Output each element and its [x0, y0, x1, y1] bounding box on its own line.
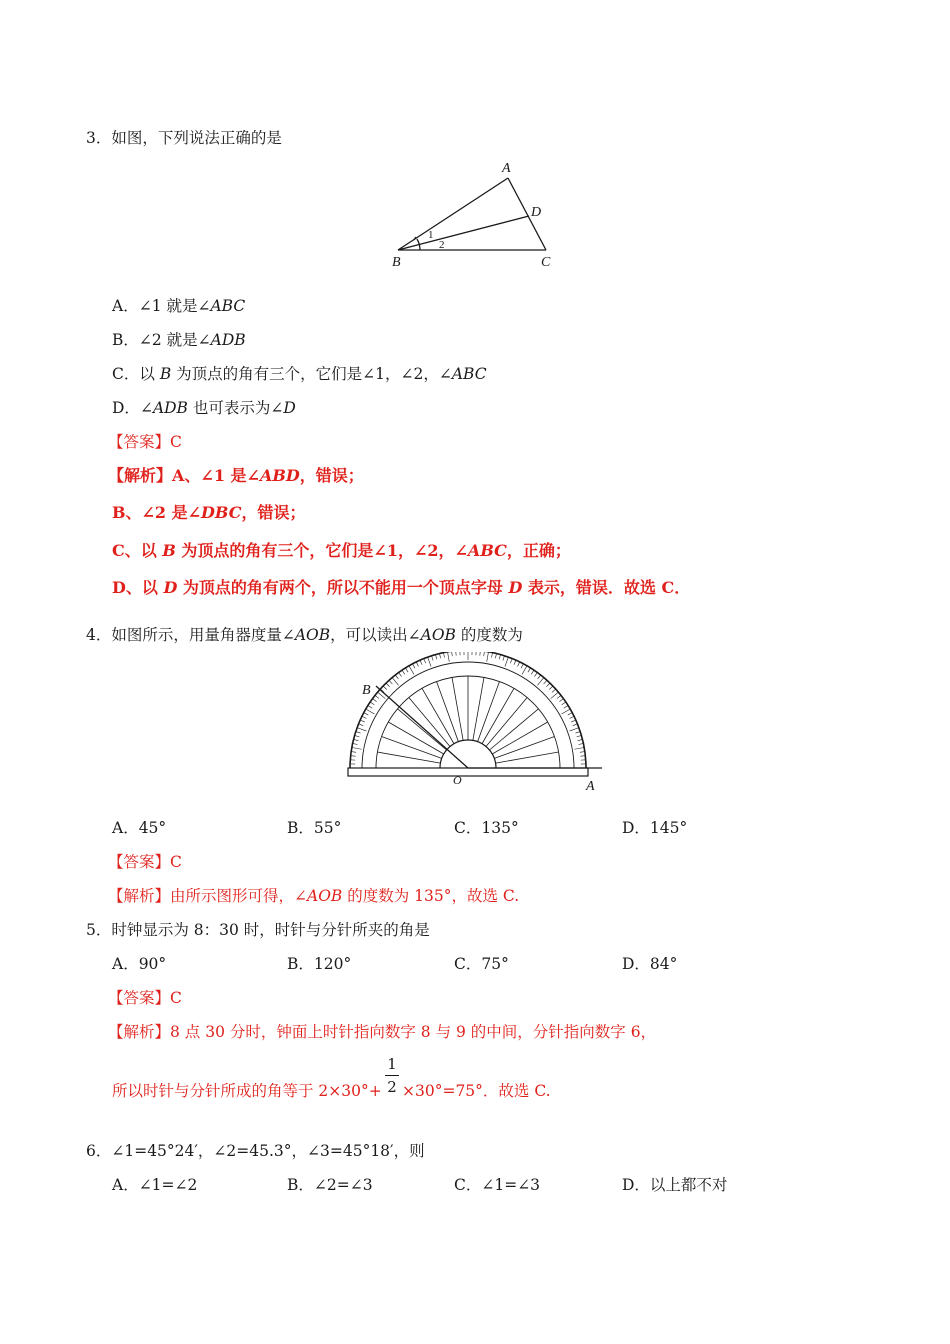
q3-option-c[interactable]: C．以 B 为顶点的角有三个，它们是∠1，∠2，∠ABC	[112, 365, 487, 383]
protractor-ray	[496, 752, 559, 763]
protractor-tick	[544, 680, 547, 684]
q3-option-b[interactable]: B．∠2 就是∠ADB	[112, 331, 246, 349]
q5-option-d[interactable]: D．84°	[622, 955, 678, 973]
q6-option-c[interactable]: C．∠1=∠3	[454, 1176, 541, 1194]
protractor-tick	[354, 739, 359, 740]
protractor-tick	[580, 752, 585, 753]
protractor-tick	[538, 675, 541, 679]
fraction-denominator: 2	[387, 1078, 397, 1096]
q4-options	[112, 818, 812, 838]
protractor-tick	[395, 675, 398, 679]
protractor-tick	[452, 652, 453, 656]
q3-answer: 【答案】C	[108, 433, 182, 451]
protractor-tick	[491, 653, 492, 658]
protractor-tick	[373, 699, 377, 702]
protractor-tick	[435, 655, 436, 660]
q3-stem: 3．如图，下列说法正确的是	[86, 129, 282, 147]
protractor-ray	[489, 709, 538, 750]
protractor-tick	[495, 654, 496, 659]
q3-option-d[interactable]: D．∠ADB 也可表示为∠D	[112, 399, 296, 417]
protractor-ray	[452, 677, 463, 740]
protractor-tick	[534, 673, 537, 677]
q4-option-b[interactable]: B．55°	[287, 819, 342, 837]
protractor-tick	[499, 655, 500, 660]
q5-option-a[interactable]: A．90°	[112, 955, 167, 973]
protractor-tick	[574, 748, 584, 750]
q4-analysis: 【解析】由所示图形可得，∠AOB 的度数为 135°，故选 C.	[108, 887, 520, 905]
protractor-tick	[551, 692, 559, 698]
protractor-tick	[362, 716, 366, 718]
q5-analysis-line-2-post: ×30°=75°．故选 C.	[402, 1082, 551, 1100]
protractor-ray	[377, 752, 440, 763]
q4-protractor-figure	[340, 652, 608, 794]
protractor-tick	[383, 686, 387, 689]
protractor-tick	[448, 652, 450, 662]
protractor-tick	[392, 678, 398, 686]
q5-analysis-line-2-pre: 所以时针与分针所成的角等于 2×30°+	[112, 1082, 382, 1100]
protractor-tick	[370, 702, 374, 705]
protractor-tick	[571, 720, 576, 722]
protractor-tick	[522, 666, 527, 675]
label-angle-2: 2	[439, 239, 445, 251]
protractor-tick	[439, 654, 440, 659]
protractor-tick	[420, 660, 422, 665]
protractor-tick	[368, 705, 372, 708]
protractor-tick	[579, 743, 584, 744]
protractor-tick	[578, 739, 583, 740]
q3-analysis-line-2: B、∠2 是∠DBC，错误；	[112, 503, 306, 522]
protractor-tick	[487, 652, 489, 662]
q6-options	[112, 1175, 812, 1195]
protractor-tick	[514, 660, 516, 665]
protractor-tick	[564, 705, 568, 708]
label-angle-1: 1	[428, 229, 434, 241]
q4-option-a[interactable]: A．45°	[112, 819, 167, 837]
q3-option-a[interactable]: A．∠1 就是∠ABC	[112, 297, 246, 315]
q6-stem: 6．∠1=45°24′，∠2=45.3°，∠3=45°18′，则	[86, 1142, 425, 1160]
q5-options	[112, 954, 812, 974]
protractor-tick	[360, 720, 365, 722]
protractor-tick	[562, 702, 566, 705]
protractor-tick	[443, 653, 444, 658]
q5-answer: 【答案】C	[108, 989, 182, 1007]
protractor-tick	[505, 657, 508, 666]
segment-bd	[398, 216, 529, 250]
protractor-tick	[389, 680, 392, 684]
q6-option-a[interactable]: A．∠1=∠2	[112, 1176, 198, 1194]
protractor-tick	[528, 668, 531, 672]
protractor-tick	[577, 735, 582, 736]
protractor-tick	[355, 735, 360, 736]
protractor-tick	[353, 743, 358, 744]
protractor-ray	[409, 698, 450, 747]
protractor-tick	[484, 652, 485, 656]
ray-ob	[376, 686, 468, 768]
protractor-tick	[351, 752, 356, 753]
label-c: C	[541, 255, 551, 270]
q4-answer: 【答案】C	[108, 853, 182, 871]
protractor-tick	[552, 689, 556, 692]
protractor-tick	[575, 732, 580, 734]
protractor-tick	[359, 724, 364, 726]
protractor-tick	[559, 699, 563, 702]
q6-option-d[interactable]: D．以上都不对	[622, 1176, 728, 1194]
q5-option-c[interactable]: C．75°	[454, 955, 509, 973]
protractor-tick	[405, 668, 408, 672]
protractor-tick	[537, 678, 543, 686]
protractor-tick	[546, 683, 549, 687]
q3-analysis-line-1: 【解析】A、∠1 是∠ABD，错误；	[108, 466, 364, 485]
protractor-tick	[568, 713, 572, 715]
label-a: A	[586, 779, 595, 794]
protractor-tick	[562, 709, 571, 714]
protractor-tick	[480, 652, 481, 656]
protractor-tick	[375, 695, 379, 698]
label-a: A	[502, 161, 511, 176]
q5-analysis-line-1: 【解析】8 点 30 分时，钟面上时针指向数字 8 与 9 的中间，分针指向数字 6，	[108, 1023, 657, 1041]
protractor-tick	[549, 686, 553, 689]
protractor-tick	[518, 662, 520, 666]
q3-triangle-figure	[388, 156, 568, 272]
label-o: O	[453, 773, 462, 787]
protractor-tick	[510, 659, 512, 664]
protractor-tick	[570, 716, 574, 718]
q5-fraction	[384, 1054, 400, 1097]
protractor-base	[348, 768, 588, 776]
protractor-tick	[557, 695, 561, 698]
q4-stem: 4．如图所示，用量角器度量∠AOB，可以读出∠AOB 的度数为	[86, 626, 523, 644]
label-d: D	[531, 205, 542, 220]
protractor-tick	[503, 656, 505, 661]
protractor-tick	[364, 713, 368, 715]
protractor-tick	[352, 748, 362, 750]
q5-stem: 5．时钟显示为 8：30 时，时针与分针所夹的角是	[86, 921, 430, 939]
protractor-tick	[531, 670, 534, 674]
q4-option-c[interactable]: C．135°	[454, 819, 519, 837]
protractor-tick	[399, 673, 402, 677]
q3-analysis-line-3: C、以 B 为顶点的角有三个，它们是∠1，∠2，∠ABC，正确；	[112, 541, 571, 560]
label-b: B	[362, 683, 371, 698]
protractor-tick	[424, 659, 426, 664]
protractor-ray	[473, 677, 484, 740]
fraction-numerator: 1	[387, 1055, 397, 1073]
protractor-tick	[386, 683, 389, 687]
q3-analysis-line-4: D、以 D 为顶点的角有两个，所以不能用一个顶点字母 D 表示，错误．故选 C．	[112, 578, 691, 597]
protractor-tick	[569, 728, 578, 731]
protractor-tick	[366, 709, 375, 714]
protractor-tick	[356, 732, 361, 734]
label-b: B	[392, 255, 401, 270]
protractor-ray	[486, 698, 527, 747]
protractor-tick	[409, 666, 414, 675]
q5-option-b[interactable]: B．120°	[287, 955, 352, 973]
protractor-tick	[402, 670, 405, 674]
protractor-tick	[413, 664, 415, 668]
protractor-tick	[432, 656, 434, 661]
protractor-tick	[357, 728, 366, 731]
protractor-tick	[428, 657, 431, 666]
q4-option-d[interactable]: D．145°	[622, 819, 688, 837]
q6-option-b[interactable]: B．∠2=∠3	[287, 1176, 373, 1194]
protractor-tick	[521, 664, 523, 668]
protractor-tick	[573, 724, 578, 726]
protractor-ray	[398, 709, 447, 750]
protractor-tick	[456, 652, 457, 656]
protractor-tick	[416, 662, 418, 666]
